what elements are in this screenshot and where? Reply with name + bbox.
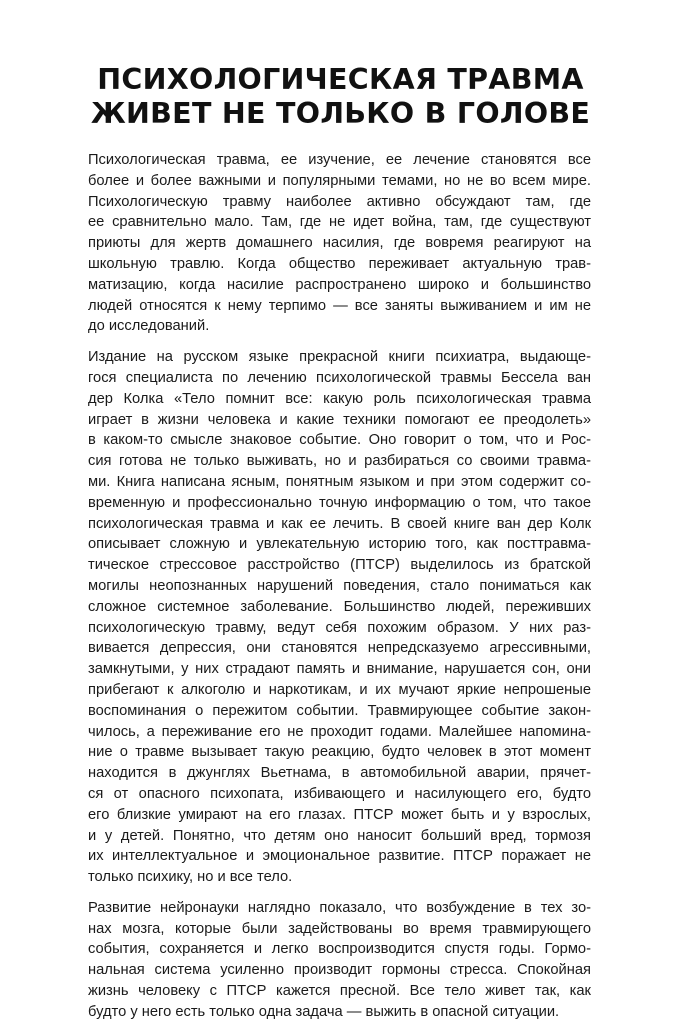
text-line: события, сохраняется и легко воспроизводится спустя годы. Гормо-	[88, 941, 591, 958]
heading-line: ЖИВЕТ НЕ ТОЛЬКО В ГОЛОВЕ	[90, 96, 591, 130]
text-line: матизацию, когда насилие распространено широко и большинство	[88, 276, 591, 293]
text-line: ми. Книга написана ясным, понятным языком и при этом содержит со-	[88, 473, 591, 490]
text-line: дер Колка «Тело помнит все: какую роль психологическая травма	[88, 390, 591, 407]
text-line: школьную травлю. Когда общество переживает актуальную трав-	[88, 255, 591, 272]
text-line: временную и профессионально точную информацию о том, что такое	[88, 494, 591, 511]
text-line: до исследований.	[88, 318, 210, 335]
text-line: сложное системное заболевание. Большинство людей, переживших	[88, 598, 591, 615]
text-line: тическое стрессовое расстройство (ПТСР) выделилось из братской	[88, 557, 591, 574]
text-line: вивается депрессия, они становятся непредсказуемо агрессивными,	[88, 640, 591, 657]
text-line: жизнь человеку с ПТСР кажется пресной. Все тело живет так, как	[88, 983, 591, 1000]
text-line: находится в джунглях Вьетнама, в автомобильной аварии, прячет-	[88, 765, 591, 782]
text-line: воспоминания о пережитом событии. Травмирующее событие закон-	[88, 702, 591, 719]
text-line: приюты для жертв домашнего насилия, где вовремя реагируют на	[88, 235, 591, 252]
body-text	[88, 150, 591, 1033]
text-line: психологическая травма и как ее лечить. В своей книге ван дер Колк	[88, 515, 591, 532]
text-line: Психологическая травма, ее изучение, ее лечение становятся все	[88, 152, 591, 168]
text-line: и у детей. Понятно, что детям оно наносит больший вред, тормозя	[88, 827, 591, 844]
text-line: будто у него есть только одна задача — выжить в опасной ситуации.	[88, 1003, 560, 1020]
paragraph	[88, 898, 591, 1023]
text-line: ее сравнительно мало. Там, где не идет война, там, где существуют	[88, 214, 591, 231]
text-line: их интеллектуальное и эмоциональное развитие. ПТСР поражает не	[88, 848, 591, 865]
text-line: его близкие умирают на его глазах. ПТСР может быть и у взрослых,	[88, 806, 591, 823]
paragraph	[88, 150, 591, 337]
text-line: играет в жизни человека и какие техники помогают ее преодолеть»	[88, 411, 591, 428]
text-line: в каком-то смысле знаковое событие. Оно говорит о том, что и Рос-	[88, 432, 591, 449]
heading-line: ПСИХОЛОГИЧЕСКАЯ ТРАВМА	[97, 63, 584, 96]
text-line: Развитие нейронауки наглядно показало, что возбуждение в тех зо-	[88, 899, 591, 916]
text-line: замкнутыми, у них страдают память и внимание, нарушается сон, они	[88, 661, 591, 678]
text-line: чилось, а переживание его не проходит годами. Малейшее напомина-	[88, 723, 591, 740]
text-line: Психологическую травму наиболее активно обсуждают там, где	[88, 193, 591, 210]
text-line: ся от опасного психопата, избивающего и насилующего его, будто	[88, 785, 591, 802]
text-line: ние о травме вызывает такую реакцию, будто человек в этот момент	[88, 744, 591, 761]
text-line: нальная система усиленно производит гормоны стресса. Спокойная	[88, 962, 591, 979]
chapter-heading	[60, 63, 621, 130]
text-line: людей относятся к нему терпимо — все заняты выживанием и им не	[88, 297, 591, 314]
text-line: гося специалиста по лечению психологической травмы Бессела ван	[88, 369, 591, 386]
text-line: Издание на русском языке прекрасной книги психиатра, выдающе-	[88, 349, 591, 366]
text-line: сия готова не только выживать, но и разбираться со своими травма-	[88, 453, 591, 470]
text-line: только психику, но и все тело.	[88, 869, 293, 886]
text-line: прибегают к алкоголю и наркотикам, и их мучают яркие непрошеные	[88, 681, 591, 698]
paragraph	[88, 347, 591, 888]
text-line: нах мозга, которые были задействованы во время травмирующего	[88, 920, 591, 937]
text-line: более и более важными и популярными темами, но не во всем мире.	[88, 172, 591, 189]
text-line: психологическую травму, ведут себя похожим образом. У них раз-	[88, 619, 591, 636]
text-line: описывает сложную и увлекательную историю того, как посттравма-	[88, 536, 591, 553]
text-line: могилы неопознанных нарушений поведения, стало пониматься как	[88, 577, 591, 594]
